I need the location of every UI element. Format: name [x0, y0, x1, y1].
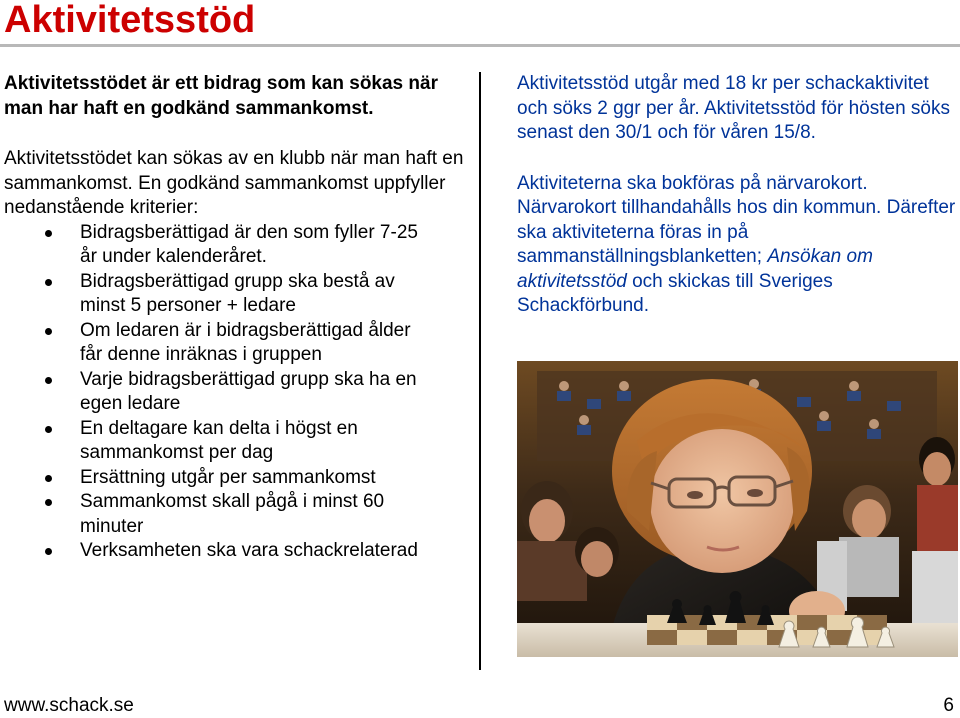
criteria-intro-paragraph: Aktivitetsstödet kan sökas av en klubb när man haft en sammankomst. En godkänd sammankomst uppfyller nedanstående kriterier: — [4, 148, 464, 218]
bullet-icon — [45, 377, 52, 384]
bullet-icon — [45, 426, 52, 433]
list-item: En deltagare kan delta i högst en sammankomst per dag — [4, 417, 435, 466]
page-number: 6 — [943, 695, 954, 716]
form-name: Ansökan om aktivitetsstöd — [517, 246, 873, 292]
reporting-paragraph: Aktiviteterna ska bokföras på närvarokort. Närvarokort tillhandahålls hos din kommun. Därefter ska aktiviteterna föras in på sammanställningsblanketten; Ansökan om aktivitetsstöd och skickas till Sveriges Schackförbund. — [517, 172, 956, 316]
bullet-icon — [45, 475, 52, 482]
criteria-list — [4, 221, 464, 564]
list-item: Om ledaren är i bidragsberättigad ålder får denne inräknas i gruppen — [4, 319, 435, 368]
bullet-icon — [45, 499, 52, 506]
list-item: Ersättning utgår per sammankomst — [4, 466, 435, 491]
list-item: Varje bidragsberättigad grupp ska ha en egen ledare — [4, 368, 435, 417]
bullet-icon — [45, 548, 52, 555]
title-underline — [0, 44, 960, 47]
grant-info-paragraph: Aktivitetsstöd utgår med 18 kr per schackaktivitet och söks 2 ggr per år. Aktivitetsstöd för hösten söks senast den 30/1 och för våren 15/8. — [517, 73, 950, 143]
list-item: Bidragsberättigad grupp ska bestå av minst 5 personer + ledare — [4, 270, 435, 319]
list-item: Bidragsberättigad är den som fyller 7-25 år under kalenderåret. — [4, 221, 435, 270]
list-item: Sammankomst skall pågå i minst 60 minuter — [4, 490, 435, 539]
page-title: Aktivitetsstöd — [4, 0, 256, 41]
chess-player-photo — [517, 361, 958, 657]
left-column — [4, 72, 464, 564]
column-divider — [479, 72, 481, 670]
intro-paragraph: Aktivitetsstödet är ett bidrag som kan sökas när man har haft en godkänd sammankomst. — [4, 73, 438, 119]
bullet-icon — [45, 230, 52, 237]
bullet-icon — [45, 279, 52, 286]
bullet-icon — [45, 328, 52, 335]
footer-url: www.schack.se — [4, 695, 134, 716]
list-item: Verksamheten ska vara schackrelaterad — [4, 539, 435, 564]
right-column — [517, 72, 957, 319]
